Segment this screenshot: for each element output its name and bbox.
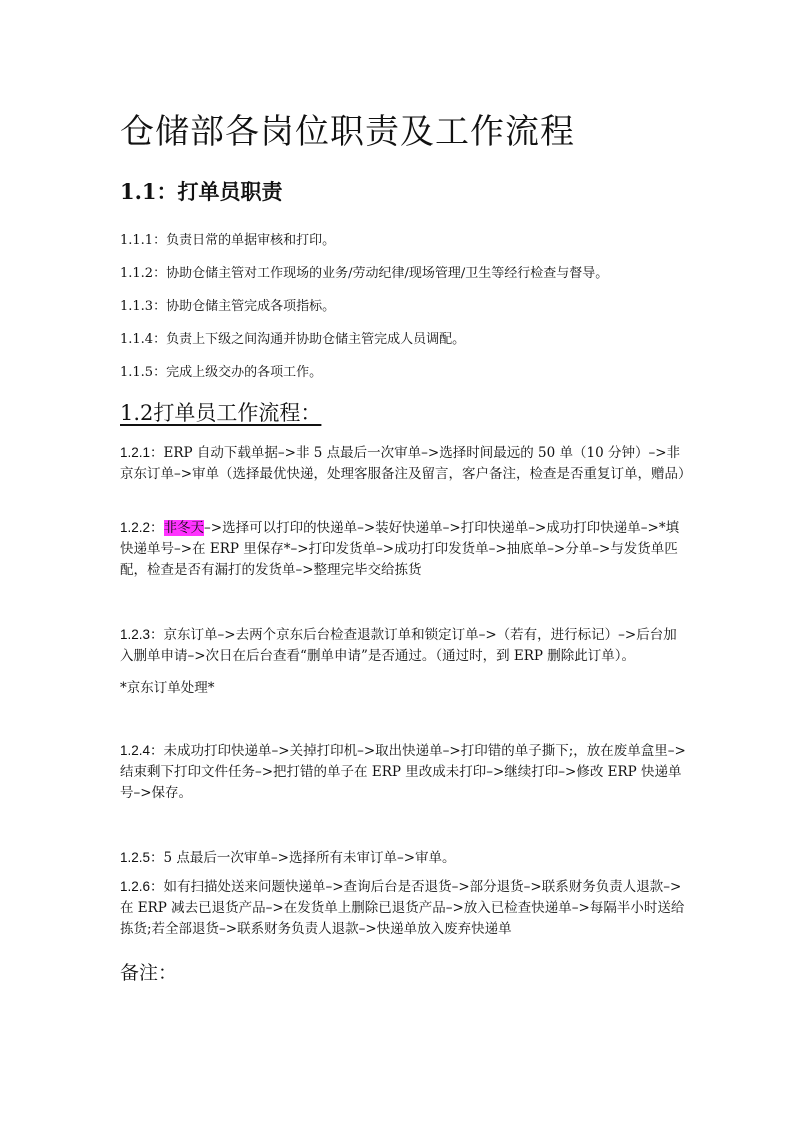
step-number: 1.2.3 [120, 627, 151, 642]
highlighted-text: 非冬天 [163, 520, 205, 536]
section-heading-duties: 1.1：打单员职责 [120, 179, 283, 204]
workflow-step-1-2-4 [120, 740, 688, 804]
workflow-step-1-2-3 [120, 624, 688, 667]
document-title: 仓储部各岗位职责及工作流程 [120, 112, 575, 152]
step-text: ：未成功打印快递单–>关掉打印机–>取出快递单–>打印错的单子撕下;，放在废单盒里–>结束剩下打印文件任务–>把打错的单子在 ERP 里改成未打印–>继续打印–>修改 ERP 快递单号–>保存。 [120, 743, 686, 801]
workflow-step-1-2-2 [120, 517, 688, 581]
step-text: ：京东订单–>去两个京东后台检查退款订单和锁定订单–>（若有，进行标记）–>后台加入删单申请–>次日在后台查看“删单申请”是否通过。（通过时，到 ERP 删除此订单）。 [120, 627, 677, 664]
step-text: –>选择可以打印的快递单–>装好快递单–>打印快递单–>成功打印快递单–>*填快递单号–>在 ERP 里保存*–>打印发货单–>成功打印发货单–>抽底单–>分单–>与发货单匹配，检查是否有漏打的发货单–>整理完毕交给拣货 [120, 520, 680, 578]
step-separator: ： [150, 520, 164, 536]
jd-order-note: *京东订单处理* [120, 680, 215, 696]
workflow-step-1-2-1 [120, 442, 692, 485]
workflow-step-1-2-5 [120, 847, 688, 869]
step-number: 1.2.2 [120, 520, 151, 535]
duty-item: 1.1.1：负责日常的单据审核和打印。 [120, 233, 336, 248]
step-number: 1.2.1 [120, 445, 151, 460]
step-text: ：5 点最后一次审单–>选择所有未审订单–>审单。 [150, 850, 456, 866]
step-text: ：ERP 自动下载单据–>非 5 点最后一次审单–>选择时间最远的 50 单（10 分钟）–>非京东订单–>审单（选择最优快递，处理客服备注及留言，客户备注，检查是否重复订单，赠品） [120, 445, 692, 482]
duty-item: 1.1.3：协助仓储主管完成各项指标。 [120, 299, 336, 314]
notes-heading: 备注： [120, 962, 178, 984]
step-text: ：如有扫描处送来问题快递单–>查询后台是否退货–>部分退货–>联系财务负责人退款–>在 ERP 减去已退货产品–>在发货单上删除已退货产品–>放入已检查快递单–>每隔半小时送给拣货;若全部退货–>联系财务负责人退款–>快递单放入废弃快递单 [120, 879, 685, 937]
workflow-heading-text: 1.2打单员工作流程： [120, 401, 322, 425]
duty-item: 1.1.4：负责上下级之间沟通并协助仓储主管完成人员调配。 [120, 332, 466, 347]
step-number: 1.2.4 [120, 743, 151, 758]
step-number: 1.2.6 [120, 879, 151, 894]
step-number: 1.2.5 [120, 850, 151, 865]
workflow-step-1-2-6 [120, 876, 688, 940]
section-heading-workflow [120, 397, 333, 427]
duty-item: 1.1.2：协助仓储主管对工作现场的业务/劳动纪律/现场管理/卫生等经行检查与督导。 [120, 266, 609, 281]
duty-item: 1.1.5：完成上级交办的各项工作。 [120, 365, 323, 380]
